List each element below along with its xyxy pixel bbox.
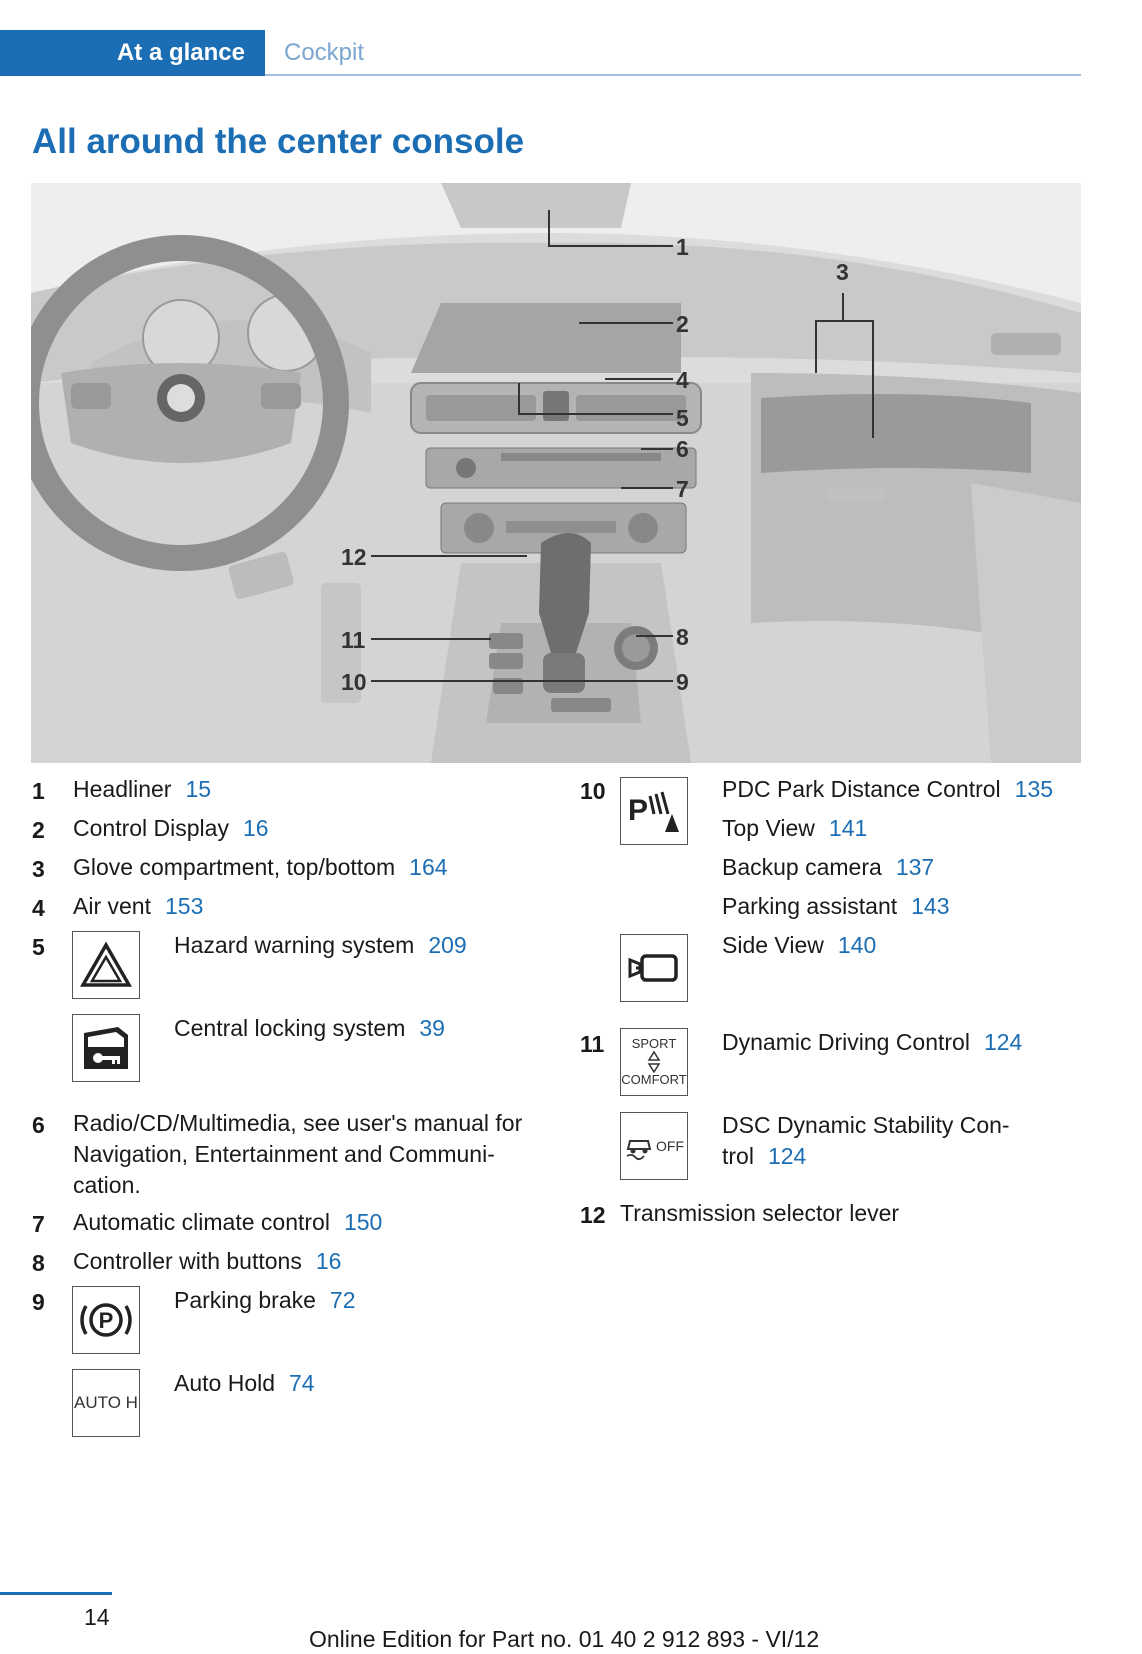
- legend-label-line: DSC Dynamic Stability Con-: [722, 1112, 1010, 1138]
- legend-num: 3: [32, 856, 45, 882]
- legend-label: PDC Park Distance Control: [722, 776, 1001, 802]
- page-ref-link[interactable]: 137: [895, 854, 935, 880]
- page-ref-link[interactable]: 124: [983, 1029, 1023, 1055]
- page-ref-link[interactable]: 143: [911, 893, 950, 919]
- callout-10: 10: [341, 669, 367, 695]
- legend-num: 11: [580, 1031, 605, 1057]
- legend-item-glove-compartment: [73, 852, 448, 883]
- legend-item-dsc: [722, 1110, 1010, 1172]
- legend-num: 1: [32, 778, 45, 804]
- legend-item-control-display: [73, 813, 269, 844]
- svg-text:P: P: [628, 794, 649, 827]
- page-ref-link[interactable]: 141: [828, 815, 868, 841]
- page-ref-link[interactable]: 153: [164, 893, 204, 919]
- sport-comfort-icon: [620, 1028, 688, 1096]
- legend-item-pdc: [722, 774, 1053, 805]
- legend-num: 10: [580, 778, 606, 804]
- legend-label: Top View: [722, 815, 815, 841]
- page-ref-link[interactable]: 16: [315, 1248, 342, 1274]
- legend-item-auto-hold: [174, 1368, 315, 1399]
- page-ref-link[interactable]: 150: [343, 1209, 383, 1235]
- page-ref-link[interactable]: 16: [242, 815, 269, 841]
- page-ref-link[interactable]: 124: [767, 1143, 807, 1169]
- legend-item-parking-brake: [174, 1285, 356, 1316]
- legend-num: 5: [32, 934, 45, 960]
- svg-text:P: P: [98, 1308, 114, 1333]
- comfort-label: COMFORT: [621, 1072, 687, 1087]
- parking-brake-icon: [72, 1286, 140, 1354]
- legend-label: Control Display: [73, 815, 229, 841]
- legend-item-radio-multimedia: [73, 1108, 522, 1201]
- page-ref-link[interactable]: 15: [185, 776, 212, 802]
- legend-item-controller: [73, 1246, 341, 1277]
- legend-item-headliner: [73, 774, 211, 805]
- page-ref-link[interactable]: 140: [837, 932, 877, 958]
- dsc-off-label: OFF: [656, 1138, 684, 1154]
- sport-label: SPORT: [631, 1036, 677, 1051]
- up-down-arrow-icon: [647, 1051, 661, 1073]
- legend-num: 6: [32, 1112, 45, 1138]
- page-ref-link[interactable]: 72: [329, 1287, 356, 1313]
- legend-item-backup-camera: [722, 852, 934, 883]
- legend-label: Transmission selector lever: [620, 1200, 900, 1226]
- page-ref-link[interactable]: 39: [419, 1015, 445, 1041]
- tab-cockpit[interactable]: Cockpit: [284, 39, 365, 66]
- legend-item-transmission-selector: [620, 1198, 899, 1229]
- legend-num: 4: [32, 895, 45, 921]
- legend-label: Auto Hold: [174, 1370, 276, 1396]
- legend-item-air-vent: [73, 891, 203, 922]
- callout-4: 4: [676, 367, 689, 393]
- central-locking-icon: [72, 1014, 140, 1082]
- legend-item-climate-control: [73, 1207, 382, 1238]
- dashboard-drawing: [31, 183, 1081, 763]
- legend-label-line: Navigation, Entertainment and Communi-: [73, 1141, 495, 1167]
- legend-label: Backup camera: [722, 854, 882, 880]
- legend-label: Air vent: [73, 893, 151, 919]
- page-ref-link[interactable]: 135: [1014, 776, 1054, 802]
- callout-11: 11: [341, 627, 366, 653]
- legend-label-line: Radio/CD/Multimedia, see user's manual for: [73, 1110, 523, 1136]
- pdc-icon: [620, 777, 688, 845]
- legend-label: Headliner: [73, 776, 172, 802]
- legend-num: 12: [580, 1202, 606, 1228]
- callout-1: 1: [676, 234, 689, 260]
- legend-label-line: trol: [722, 1143, 754, 1169]
- edition-note: Online Edition for Part no. 01 40 2 912 893 - VI/12: [309, 1626, 820, 1652]
- legend-label: Side View: [722, 932, 824, 958]
- page-title: All around the center console: [32, 122, 525, 161]
- hazard-warning-icon: [72, 931, 140, 999]
- page-ref-link[interactable]: 164: [409, 854, 448, 880]
- legend-label: Glove compartment, top/bottom: [73, 854, 396, 880]
- callout-7: 7: [676, 476, 689, 502]
- legend-num: 8: [32, 1250, 45, 1276]
- auto-hold-icon-label: AUTO H: [74, 1393, 138, 1412]
- legend-item-top-view: [722, 813, 867, 844]
- legend-num: 9: [32, 1289, 45, 1315]
- callout-6: 6: [676, 436, 689, 462]
- side-view-camera-icon: [620, 934, 688, 1002]
- footer-rule: [0, 1592, 112, 1595]
- legend-num: 2: [32, 817, 45, 843]
- callout-3: 3: [836, 259, 849, 285]
- callout-12: 12: [341, 544, 367, 570]
- legend-label-line: cation.: [73, 1172, 141, 1198]
- legend-label: Automatic climate control: [73, 1209, 330, 1235]
- callout-5: 5: [676, 405, 689, 431]
- legend-label: Parking assistant: [722, 893, 898, 919]
- legend-item-dynamic-driving-control: [722, 1027, 1022, 1058]
- center-console-illustration: [31, 183, 1081, 763]
- legend-label: Hazard warning system: [174, 932, 415, 958]
- callout-9: 9: [676, 669, 689, 695]
- skidding-car-icon: [624, 1131, 654, 1161]
- legend-item-hazard-warning: [174, 930, 467, 961]
- page-ref-link[interactable]: 74: [289, 1370, 315, 1396]
- dsc-off-icon: [620, 1112, 688, 1180]
- page-number: 14: [84, 1604, 110, 1630]
- callout-8: 8: [676, 624, 689, 650]
- legend-label: Parking brake: [174, 1287, 316, 1313]
- legend-label: Controller with buttons: [73, 1248, 302, 1274]
- legend-item-central-locking: [174, 1013, 445, 1044]
- header-rule: [265, 74, 1081, 76]
- legend-label: Central locking system: [174, 1015, 406, 1041]
- auto-hold-icon: [72, 1369, 140, 1437]
- legend-item-parking-assistant: [722, 891, 950, 922]
- tab-at-a-glance[interactable]: At a glance: [0, 30, 265, 76]
- callout-2: 2: [676, 311, 689, 337]
- legend-label: Dynamic Driving Control: [722, 1029, 970, 1055]
- legend-num: 7: [32, 1211, 45, 1237]
- legend-item-side-view: [722, 930, 876, 961]
- page-ref-link[interactable]: 209: [428, 932, 467, 958]
